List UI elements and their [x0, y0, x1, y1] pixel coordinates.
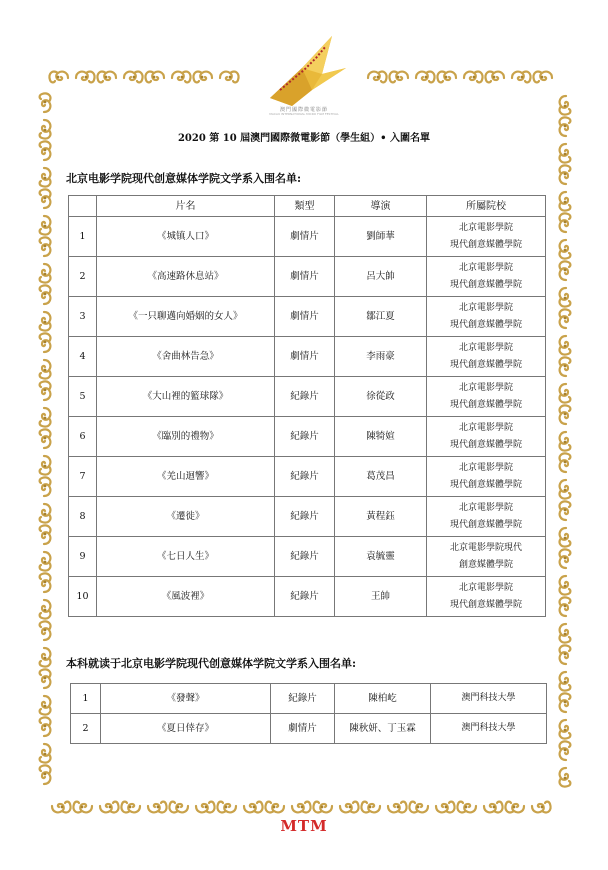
- film-director: 徐從政: [335, 377, 427, 417]
- col-header-director: 導演: [335, 196, 427, 217]
- school-line-2: 現代創意媒體學院: [449, 519, 522, 530]
- film-school: [427, 377, 546, 417]
- school-line-1: 北京電影學院: [458, 262, 513, 273]
- school-line-2: 現代創意媒體學院: [449, 599, 522, 610]
- film-school: [427, 577, 546, 617]
- film-title: 《發聲》: [101, 684, 271, 714]
- film-genre: 劇情片: [275, 257, 335, 297]
- footer-logo-mtm: MTM: [280, 817, 328, 835]
- film-title: 《舍曲林告急》: [97, 337, 275, 377]
- table-row: [69, 577, 546, 617]
- film-title: 《七日人生》: [97, 537, 275, 577]
- film-director: 李雨豪: [335, 337, 427, 377]
- table-row: [69, 297, 546, 337]
- film-school: [427, 337, 546, 377]
- school-line-2: 現代創意媒體學院: [449, 279, 522, 290]
- nominee-table-1: [68, 195, 546, 617]
- table-row: [69, 457, 546, 497]
- col-header-genre: 類型: [275, 196, 335, 217]
- row-number: 6: [69, 417, 97, 457]
- film-director: 陳秋妍、丁玉霖: [335, 714, 431, 744]
- film-director: 呂大帥: [335, 257, 427, 297]
- film-genre: 紀錄片: [275, 377, 335, 417]
- school-line-1: 北京電影學院: [458, 502, 513, 513]
- film-title: 《高速路休息站》: [97, 257, 275, 297]
- row-number: 8: [69, 497, 97, 537]
- film-title: 《大山裡的籃球隊》: [97, 377, 275, 417]
- film-director: 劉師華: [335, 217, 427, 257]
- film-genre: 劇情片: [275, 297, 335, 337]
- film-title: 《風波裡》: [97, 577, 275, 617]
- film-school: [427, 297, 546, 337]
- film-director: 葛茂昌: [335, 457, 427, 497]
- col-header-no: [69, 196, 97, 217]
- film-director: 鄒江夏: [335, 297, 427, 337]
- film-genre: 劇情片: [271, 714, 335, 744]
- school-line-1: 北京電影學院現代: [449, 542, 522, 553]
- school-line-1: 北京電影學院: [458, 582, 513, 593]
- school-line-2: 現代創意媒體學院: [449, 479, 522, 490]
- festival-logo-icon: [262, 28, 346, 110]
- film-director: 黃程鈺: [335, 497, 427, 537]
- table-row: [71, 714, 547, 744]
- table-row: [69, 377, 546, 417]
- film-genre: 紀錄片: [271, 684, 335, 714]
- school-line-2: 現代創意媒體學院: [449, 319, 522, 330]
- school-line-1: 北京電影學院: [458, 222, 513, 233]
- table-row: [69, 417, 546, 457]
- row-number: 2: [69, 257, 97, 297]
- film-title: 《遷徙》: [97, 497, 275, 537]
- film-school: [427, 457, 546, 497]
- row-number: 1: [69, 217, 97, 257]
- film-genre: 紀錄片: [275, 497, 335, 537]
- film-genre: 劇情片: [275, 217, 335, 257]
- logo-text: 澳門國際微電影節: [279, 107, 328, 113]
- table-row: [69, 217, 546, 257]
- film-director: 袁毓靈: [335, 537, 427, 577]
- table-row: [69, 257, 546, 297]
- section2-heading: 本科就读于北京电影学院现代创意媒体学院文学系入围名单:: [66, 657, 357, 670]
- table-header-row: [69, 196, 546, 217]
- film-school: 澳門科技大學: [431, 684, 547, 714]
- film-director: 王帥: [335, 577, 427, 617]
- school-line-2: 現代創意媒體學院: [449, 239, 522, 250]
- school-line-1: 北京電影學院: [458, 462, 513, 473]
- table-row: [69, 337, 546, 377]
- film-title: 《臨別的禮物》: [97, 417, 275, 457]
- school-line-1: 北京電影學院: [458, 382, 513, 393]
- film-school: [427, 217, 546, 257]
- table-row: [69, 537, 546, 577]
- film-genre: 紀錄片: [275, 457, 335, 497]
- page-title: 2020 第 10 屆澳門國際微電影節（學生組）• 入圍名單: [177, 133, 431, 144]
- row-number: 1: [71, 684, 101, 714]
- col-header-title: 片名: [97, 196, 275, 217]
- film-director: 陳柏屹: [335, 684, 431, 714]
- row-number: 3: [69, 297, 97, 337]
- table-row: [71, 684, 547, 714]
- school-line-1: 北京電影學院: [458, 422, 513, 433]
- row-number: 4: [69, 337, 97, 377]
- row-number: 2: [71, 714, 101, 744]
- section1-heading: 北京电影学院现代创意媒体学院文学系入围名单:: [66, 172, 302, 185]
- film-director: 陳犄媗: [335, 417, 427, 457]
- film-genre: 劇情片: [275, 337, 335, 377]
- nominee-table-2: [70, 683, 547, 744]
- school-line-1: 北京電影學院: [458, 302, 513, 313]
- row-number: 10: [69, 577, 97, 617]
- film-genre: 紀錄片: [275, 537, 335, 577]
- logo-subtext: MACAU INTERNATIONAL MICRO FILM FESTIVAL: [269, 112, 339, 116]
- row-number: 5: [69, 377, 97, 417]
- film-school: [427, 537, 546, 577]
- film-title: 《城镇人口》: [97, 217, 275, 257]
- school-line-2: 現代創意媒體學院: [449, 399, 522, 410]
- film-school: [427, 417, 546, 457]
- film-title: 《夏日倖存》: [101, 714, 271, 744]
- film-school: [427, 497, 546, 537]
- school-line-2: 現代創意媒體學院: [449, 359, 522, 370]
- film-school: [427, 257, 546, 297]
- school-line-2: 現代創意媒體學院: [449, 439, 522, 450]
- film-genre: 紀錄片: [275, 577, 335, 617]
- school-line-2: 創意媒體學院: [458, 559, 513, 570]
- film-title: 《一只聊邁向婚姻的女人》: [97, 297, 275, 337]
- row-number: 7: [69, 457, 97, 497]
- film-school: 澳門科技大學: [431, 714, 547, 744]
- school-line-1: 北京電影學院: [458, 342, 513, 353]
- col-header-school: 所屬院校: [427, 196, 546, 217]
- table-row: [69, 497, 546, 537]
- film-genre: 紀錄片: [275, 417, 335, 457]
- row-number: 9: [69, 537, 97, 577]
- film-title: 《羌山迴響》: [97, 457, 275, 497]
